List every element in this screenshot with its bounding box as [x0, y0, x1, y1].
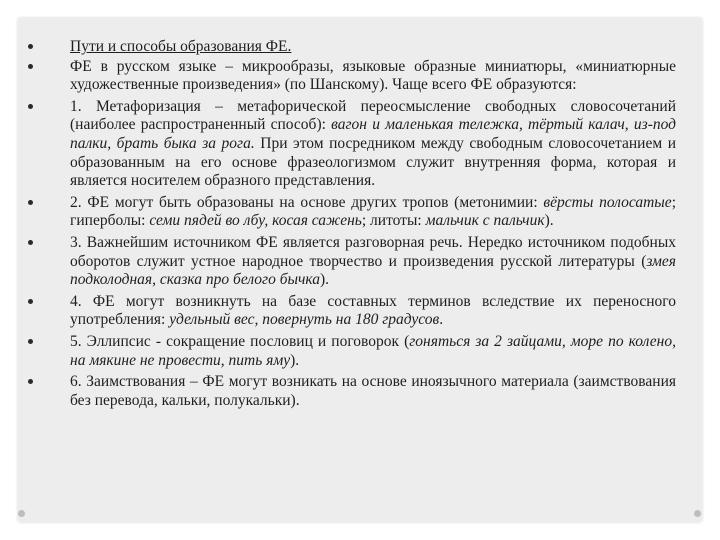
item-text: 3. Важнейшим источником ФЕ является разговорная речь. Нередко источником подобных оборотов служит устное народное творчество и произведения русской литературы (	[70, 233, 676, 270]
list-item	[28, 38, 676, 57]
example-text: змея подколодная, сказка про белого бычка	[70, 252, 676, 289]
item-text: .	[439, 311, 444, 329]
bullet-icon	[28, 379, 33, 384]
item-text: 5. Эллипсис - сокращение пословиц и поговорок (	[70, 332, 410, 350]
bullet-icon	[28, 240, 33, 245]
bullet-icon	[28, 339, 33, 344]
decorative-dot-right	[694, 510, 701, 517]
list-item	[28, 234, 676, 290]
item-text: ).	[320, 271, 330, 289]
example-text: семи пядей во лбу, косая сажень	[149, 212, 362, 230]
section-heading: Пути и способы образования ФЕ.	[70, 38, 292, 55]
bullet-list	[28, 38, 676, 413]
list-item	[28, 373, 676, 410]
item-text: ; гиперболы:	[70, 193, 676, 230]
bullet-icon	[28, 200, 33, 205]
example-text: удельный вес, повернуть на 180 градусов	[169, 311, 440, 329]
decorative-dot-left	[18, 510, 25, 517]
list-item	[28, 333, 676, 370]
bullet-icon	[28, 299, 33, 304]
example-text: вагон и маленькая тележка, тёртый калач, из-под палки, брать быка за рога.	[70, 116, 676, 152]
example-text: мальчик с пальчик	[425, 212, 545, 230]
item-text: ).	[290, 351, 300, 369]
item-text: ).	[544, 212, 554, 230]
list-item	[28, 293, 676, 330]
list-item	[28, 58, 676, 95]
item-text: 6. Заимствования – ФЕ могут возникать на основе иноязычного материала (заимствования без перевода, кальки, полукальки).	[70, 373, 676, 409]
item-text: ФЕ в русском языке – микрообразы, языковые образные миниатюры, «миниатюрные художественные произведения» (по Шанскому). Чаще всего ФЕ образуются:	[70, 57, 676, 94]
bullet-icon	[28, 64, 33, 69]
item-text: 4. ФЕ могут возникнуть на базе составных терминов вследствие их переносного употребления:	[70, 292, 676, 329]
example-text: гоняться за 2 зайцами, море по колено, на мякине не провести, пить яму	[70, 332, 676, 369]
list-item	[28, 98, 676, 191]
item-text: При этом посредником между свободным словосочетанием и образованным на его основе фразеологизмом служит внутренняя форма, которая и является носителем образного представления.	[70, 134, 676, 190]
item-text: ; литоты:	[361, 212, 426, 230]
bullet-icon	[28, 104, 33, 109]
list-item	[28, 194, 676, 231]
example-text: вёрсты полосатые	[543, 193, 672, 211]
item-text: 2. ФЕ могут быть образованы на основе других тропов (метонимии:	[70, 193, 544, 211]
item-text: 1. Метафоризация – метафорической переосмысление свободных словосочетаний (наиболее распространенный способ):	[70, 97, 676, 134]
bullet-icon	[28, 44, 33, 49]
